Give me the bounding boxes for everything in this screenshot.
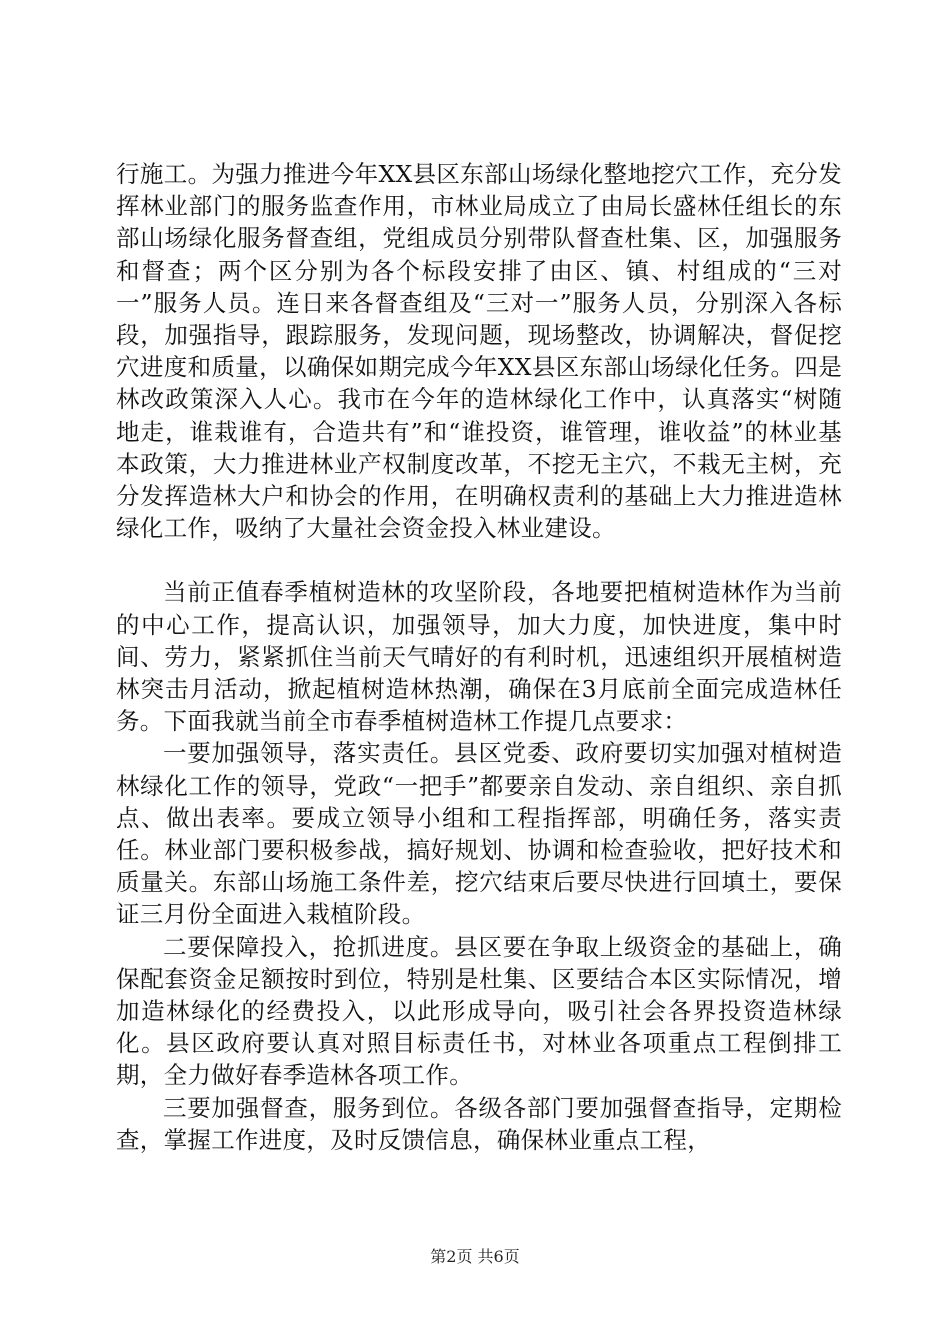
paragraph-5: 三要加强督查，服务到位。各级各部门要加强督查指导，定期检查，掌握工作进度，及时反馈信息，确保林业重点工程， [116, 1093, 842, 1154]
document-body [116, 158, 842, 1156]
page-footer: 第2页 共6页 [430, 1247, 520, 1266]
paragraph-4: 二要保障投入，抢抓进度。县区要在争取上级资金的基础上，确保配套资金足额按时到位，特别是杜集、区要结合本区实际情况，增加造林绿化的经费投入，以此形成导向，吸引社会各界投资造林绿化。县区政府要认真对照目标责任书，对林业各项重点工程倒排工期，全力做好春季造林各项工作。 [116, 932, 842, 1090]
paragraph-3: 一要加强领导，落实责任。县区党委、政府要切实加强对植树造林绿化工作的领导，党政“一把手”都要亲自发动、亲自组织、亲自抓点、做出表率。要成立领导小组和工程指挥部，明确任务，落实责任。林业部门要积极参战，搞好规划、协调和检查验收，把好技术和质量关。东部山场施工条件差，挖穴结束后要尽快进行回填土，要保证三月份全面进入栽植阶段。 [116, 739, 842, 929]
paragraph-2: 当前正值春季植树造林的攻坚阶段，各地要把植树造林作为当前的中心工作，提高认识，加强领导，加大力度，加快进度，集中时间、劳力，紧紧抓住当前天气晴好的有利时机，迅速组织开展植树造林突击月活动，掀起植树造林热潮，确保在3月底前全面完成造林任务。下面我就当前全市春季植树造林工作提几点要求： [116, 578, 842, 736]
paragraph-1: 行施工。为强力推进今年XX县区东部山场绿化整地挖穴工作，充分发挥林业部门的服务监查作用，市林业局成立了由局长盛林任组长的东部山场绿化服务督查组，党组成员分别带队督查杜集、区，加强服务和督查；两个区分别为各个标段安排了由区、镇、村组成的“三对一”服务人员。连日来各督查组及“三对一”服务人员，分别深入各标段，加强指导，跟踪服务，发现问题，现场整改，协调解决，督促挖穴进度和质量，以确保如期完成今年XX县区东部山场绿化任务。四是林改政策深入人心。我市在今年的造林绿化工作中，认真落实“树随地走，谁栽谁有，合造共有”和“谁投资，谁管理，谁收益”的林业基本政策，大力推进林业产权制度改革，不挖无主穴，不栽无主树，充分发挥造林大户和协会的作用，在明确权责利的基础上大力推进造林绿化工作，吸纳了大量社会资金投入林业建设。 [116, 160, 842, 543]
